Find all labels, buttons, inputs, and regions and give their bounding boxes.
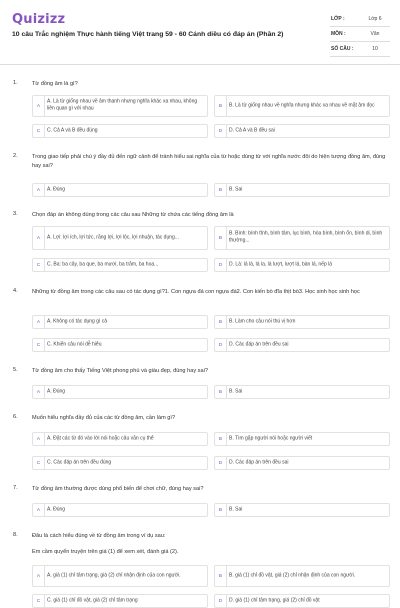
option-letter: B xyxy=(215,227,227,249)
option-text: D. giá (1) chỉ tâm trạng, giá (2) chỉ đồ vật xyxy=(229,597,320,604)
answer-option[interactable] xyxy=(214,594,390,608)
answer-option[interactable] xyxy=(32,258,208,272)
answer-option[interactable] xyxy=(214,315,390,329)
question-number: 5. xyxy=(13,367,18,373)
option-letter: D xyxy=(215,457,227,469)
option-letter: C xyxy=(33,595,45,607)
answer-option[interactable] xyxy=(214,565,390,587)
option-text: A. Đúng xyxy=(47,186,66,193)
option-text: C. Ba: ba cây, ba que, ba mươi, ba trăm, ba hoa... xyxy=(47,261,159,268)
option-letter: A xyxy=(33,566,45,586)
count-label: SỐ CÂU : xyxy=(330,42,360,57)
question-text: Đâu là cách hiểu đúng về từ đồng âm trong ví dụ sau: xyxy=(32,533,166,539)
answer-option[interactable] xyxy=(32,503,208,517)
option-letter: B xyxy=(215,433,227,445)
answer-option[interactable] xyxy=(32,432,208,446)
option-text: A. Là từ giống nhau về âm thanh nhưng nghĩa khác xa nhau, không liên quan gì với nhau xyxy=(47,98,198,112)
question-number: 4. xyxy=(13,288,18,294)
question-number: 2. xyxy=(13,153,18,159)
answer-option[interactable] xyxy=(32,565,208,587)
option-text: A. giá (1) chỉ tâm trạng, giá (2) chỉ nhận định của con người. xyxy=(47,572,181,579)
header-divider xyxy=(0,64,400,65)
question-text: Từ đồng âm thường được dùng phổ biến để chơi chữ, đúng hay sai? xyxy=(32,486,204,492)
answer-option[interactable] xyxy=(32,385,208,399)
question-number: 6. xyxy=(13,414,18,420)
question-number: 3. xyxy=(13,211,18,217)
option-text: D. Các đáp án trên đều sai xyxy=(229,459,289,466)
answer-option[interactable] xyxy=(214,258,390,272)
option-text: B. Làm cho câu nói thú vị hơn xyxy=(229,318,296,325)
answer-option[interactable] xyxy=(32,338,208,352)
option-letter: A xyxy=(33,433,45,445)
page-title: 10 câu Trắc nghiệm Thực hành tiếng Việt trang 59 - 60 Cánh diều có đáp án (Phần 2) xyxy=(12,31,284,38)
option-text: A. Đúng xyxy=(47,388,66,395)
option-letter: D xyxy=(215,339,227,351)
option-text: A. Không có tác dụng gì cả xyxy=(47,318,108,325)
option-text: D. Lá: lá lá, lá la, lá lượt, lượt lá, bàn lá, nếp lá xyxy=(229,261,333,268)
option-letter: D xyxy=(215,259,227,271)
option-text: B. Sai xyxy=(229,506,243,513)
option-letter: C xyxy=(33,125,45,137)
count-value: 10 xyxy=(360,42,390,57)
answer-option[interactable] xyxy=(32,183,208,197)
option-text: D. Cả A và B đều sai xyxy=(229,127,275,134)
option-text: D. Các đáp án trên đều sai xyxy=(229,341,289,348)
question-text: Từ đồng âm là gì? xyxy=(32,81,78,87)
question-text: Trong giao tiếp phải chú ý đầy đủ đến ngữ cảnh để tránh hiểu sai nghĩa của từ hoặc dùng từ với nghĩa nước đôi do hiện tượng đồng âm, đúng hay sai? xyxy=(32,154,386,169)
answer-option[interactable] xyxy=(214,385,390,399)
option-text: B. Sai xyxy=(229,388,243,395)
subject-value: Văn xyxy=(360,27,390,42)
brand-logo: Quizizz xyxy=(12,12,66,27)
option-letter: A xyxy=(33,227,45,249)
answer-option[interactable] xyxy=(214,124,390,138)
option-text: C. Các đáp án trên đều đúng xyxy=(47,459,112,466)
question-number: 8. xyxy=(13,532,18,538)
answer-option[interactable] xyxy=(214,338,390,352)
answer-option[interactable] xyxy=(214,432,390,446)
answer-option[interactable] xyxy=(32,124,208,138)
option-letter: B xyxy=(215,504,227,516)
answer-option[interactable] xyxy=(214,456,390,470)
class-value: Lớp 6 xyxy=(360,12,390,27)
option-letter: B xyxy=(215,316,227,328)
answer-option[interactable] xyxy=(214,226,390,250)
option-letter: C xyxy=(33,339,45,351)
option-letter: A xyxy=(33,316,45,328)
option-letter: B xyxy=(215,184,227,196)
answer-option[interactable] xyxy=(32,315,208,329)
answer-option[interactable] xyxy=(214,503,390,517)
option-letter: B xyxy=(215,386,227,398)
answer-option[interactable] xyxy=(214,95,390,117)
option-letter: A xyxy=(33,504,45,516)
meta-table xyxy=(330,12,390,57)
option-letter: D xyxy=(215,125,227,137)
option-letter: B xyxy=(215,566,227,586)
question-number: 1. xyxy=(13,80,18,86)
class-label: LỚP : xyxy=(330,12,360,27)
option-text: B. giá (1) chỉ đồ vật, giá (2) chỉ nhận định của con người. xyxy=(229,572,356,579)
option-letter: B xyxy=(215,96,227,116)
answer-option[interactable] xyxy=(32,594,208,608)
option-letter: D xyxy=(215,595,227,607)
option-text: B. Bình: bình tĩnh, bình tâm, lục bình, hòa bình, bình ổn, bình di, bình thường... xyxy=(229,230,383,244)
answer-option[interactable] xyxy=(32,456,208,470)
option-letter: C xyxy=(33,259,45,271)
answer-option[interactable] xyxy=(214,183,390,197)
option-text: C. giá (1) chỉ đồ vật, giá (2) chỉ tâm trạng xyxy=(47,597,138,604)
option-text: A. Đặt các từ đó vào lời nói hoặc câu văn cụ thể xyxy=(47,435,154,442)
option-text: B. Là từ giống nhau về nghĩa nhưng khác xa nhau về mặt âm đọc xyxy=(229,102,375,109)
option-text: C. Khiến câu nói dễ hiểu xyxy=(47,341,102,348)
option-text: B. Sai xyxy=(229,186,243,193)
question-text: Từ đồng âm cho thấy Tiếng Việt phong phú và giàu đẹp, đúng hay sai? xyxy=(32,368,208,374)
question-example: Em cầm quyển truyện trên giá (1) để xem xét, đánh giá (2). xyxy=(32,549,179,555)
header xyxy=(0,0,400,62)
option-text: B. Tìm gặp người nói hoặc người viết xyxy=(229,435,313,442)
option-text: A. Lợi: lợi ích, lợi tức, răng lợi, lợi lộc, lợi nhuận, tác dụng... xyxy=(47,234,179,241)
option-letter: A xyxy=(33,386,45,398)
question-text: Những từ đồng âm trong các câu sau có tác dụng gì?1. Con ngựa đá con ngựa đá2. Con kiến bò đĩa thịt bò3. Học sinh học sinh học xyxy=(32,289,360,295)
option-letter: A xyxy=(33,96,45,116)
question-text: Muốn hiểu nghĩa đầy đủ của các từ đồng âm, cần làm gì? xyxy=(32,415,176,421)
option-letter: A xyxy=(33,184,45,196)
answer-option[interactable] xyxy=(32,226,208,250)
subject-label: MÔN : xyxy=(330,27,360,42)
option-letter: C xyxy=(33,457,45,469)
option-text: C. Cả A và B đều đúng xyxy=(47,127,98,134)
option-text: A. Đúng xyxy=(47,506,66,513)
question-number: 7. xyxy=(13,485,18,491)
answer-option[interactable] xyxy=(32,95,208,117)
question-text: Chọn đáp án không dùng trong các câu sau Những từ chứa các tiếng đồng âm là xyxy=(32,212,234,218)
